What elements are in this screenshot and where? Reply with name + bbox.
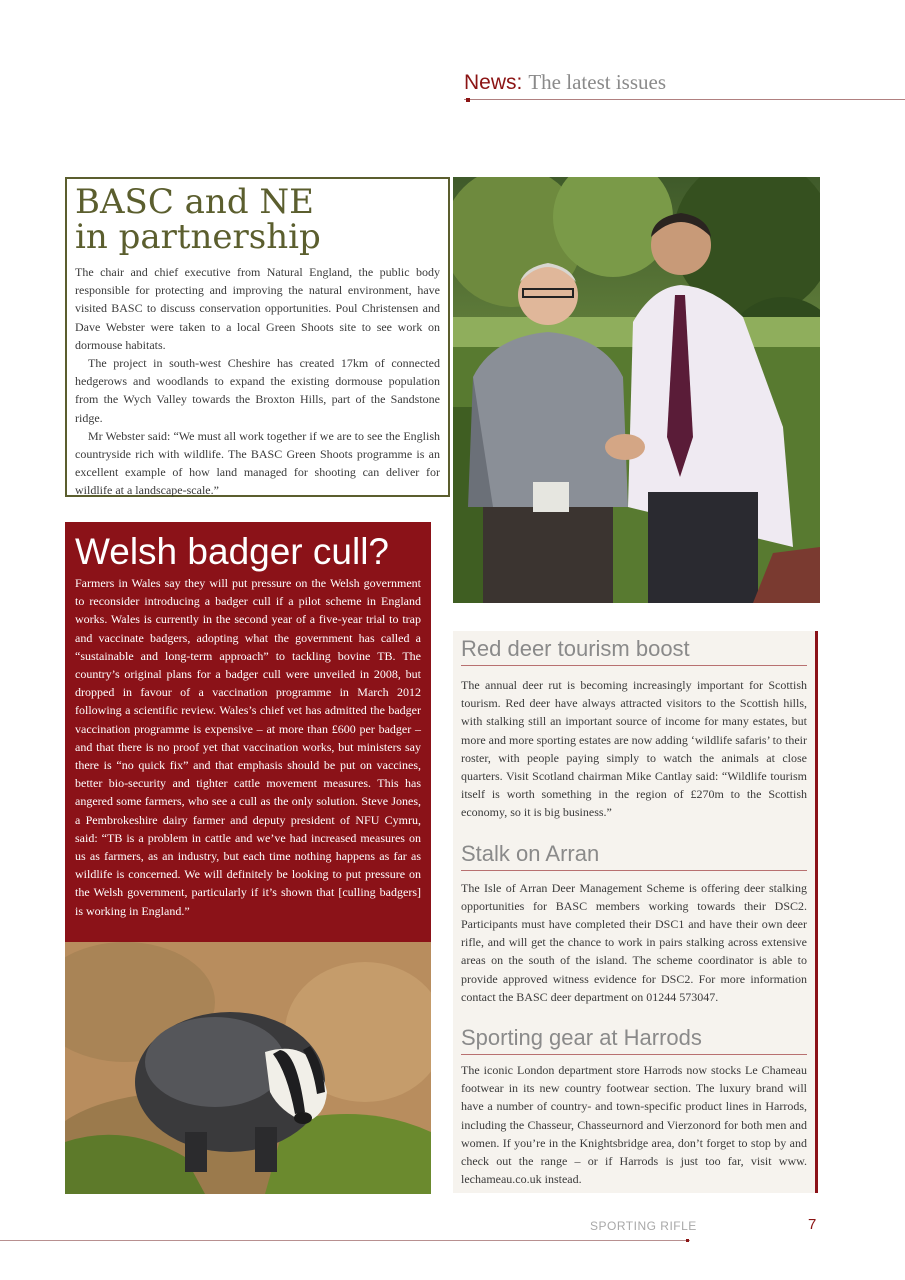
basc-article-title xyxy=(75,182,440,257)
story-body: The Isle of Arran Deer Management Scheme is offering deer stalking opportunities for BASC members working towards their DSC2. Participants must have completed their DSC1 and have their own deer rifle, and will get the chance to work in pairs stalking across extensive areas on the south of the island. The scheme coordinator is able to provide approved witness evidence for DSC2. For more information contact the BASC deer department on 01244 573047. xyxy=(461,880,807,1004)
story-body: The annual deer rut is becoming increasingly important for Scottish tourism. Red deer have always attracted visitors to the Scottish hills, with stalking still an important source of income for many estates, but more and more sporting estates are now adding ‘wildlife safaris’ to their roster, with people paying simply to watch the animals at close quarters. Visit Scotland chairman Mike Cantlay said: “Wildlife tourism itself is worth something in the region of £270m to the Scottish economy, so it is big business.” xyxy=(461,678,808,820)
column-accent-bar xyxy=(815,631,818,1193)
basc-paragraph-3: Mr Webster said: “We must all work together if we are to see the English countryside rich with wildlife. The BASC Green Shoots programme is an excellent example of how land managed for shooting can deliver for wildlife at a landscape-scale.” xyxy=(75,428,440,498)
footer-divider-dot xyxy=(686,1239,689,1242)
basc-title-line1: BASC and NE xyxy=(75,182,314,222)
section-kicker: News: xyxy=(464,71,523,94)
story-title: Stalk on Arran xyxy=(461,840,807,871)
story-red-deer xyxy=(461,635,807,822)
story-title: Sporting gear at Harrods xyxy=(461,1024,807,1055)
page-number: 7 xyxy=(808,1216,817,1233)
basc-title-line2: in partnership xyxy=(75,217,321,257)
news-column xyxy=(453,631,815,1193)
footer-divider xyxy=(0,1240,690,1241)
story-body: The iconic London department store Harrods now stocks Le Chameau footwear in its new country footwear section. The luxury brand will have a number of country- and town-specific product lines in Harrods, including the Chasseur, Chasseurnord and Vierzonord for both men and women. If you’re in the Knightsbridge area, don’t forget to stop by and check out the range – or if Harrods is just too far, visit www. lechameau.co.uk instead. xyxy=(461,1063,807,1187)
welsh-article-title: Welsh badger cull? xyxy=(75,531,389,572)
story-arran xyxy=(461,840,807,1006)
basc-article xyxy=(65,177,450,497)
welsh-article-body: Farmers in Wales say they will put pressure on the Welsh government to reconsider introducing a badger cull if a pilot scheme in England works. Wales is currently in the second year of a five-year trial to trap and vaccinate badgers, adopting what the government has called a “sustainable and long-term approach” to tackling bovine TB. The country’s original plans for a badger cull were unveiled in 2008, but dropped in favour of a vaccination programme in March 2012 following a scientific review. Wales’s chief vet has admitted the badger vaccination programme is expensive – at more than £600 per badger – and that there is no proof yet that vaccination works, but ministers say there is “no quick fix” and that emphasis should be put on vaccines, better bio-security and tighter cattle movement measures. This has angered some farmers, who see a cull as the only solution. Steve Jones, a Pembrokeshire dairy farmer and deputy president of NFU Cymru, said: “TB is a problem in cattle and we’ve had increased measures on us as farmers, as an industry, but each time nothing happens as far as wildlife is concerned. We will definitely be looking to put pressure on the Welsh government, particularly if it’s shown that [culling badgers] is working in England.” xyxy=(75,576,421,918)
story-harrods xyxy=(461,1024,807,1188)
section-subtitle: The latest issues xyxy=(528,70,666,94)
basc-paragraph-1: The chair and chief executive from Natural England, the public body responsible for protecting and improving the natural environment, have visited BASC to discuss conservation opportunities. Poul Christensen and Dave Webster were taken to a local Green Shoots site to see work on dormouse habitats. xyxy=(75,265,440,352)
header-divider xyxy=(464,99,905,100)
basc-paragraph-2: The project in south-west Cheshire has created 17km of connected hedgerows and woodlands to expand the existing dormouse population from the Wych Valley towards the Broxton Hills, part of the Sandstone ridge. xyxy=(75,356,440,425)
handshake-photo xyxy=(453,177,820,603)
badger-photo xyxy=(65,942,431,1194)
magazine-name: SPORTING RIFLE xyxy=(590,1219,697,1233)
story-title: Red deer tourism boost xyxy=(461,635,807,666)
header-divider-dot xyxy=(466,98,470,102)
welsh-badger-article xyxy=(65,522,431,942)
